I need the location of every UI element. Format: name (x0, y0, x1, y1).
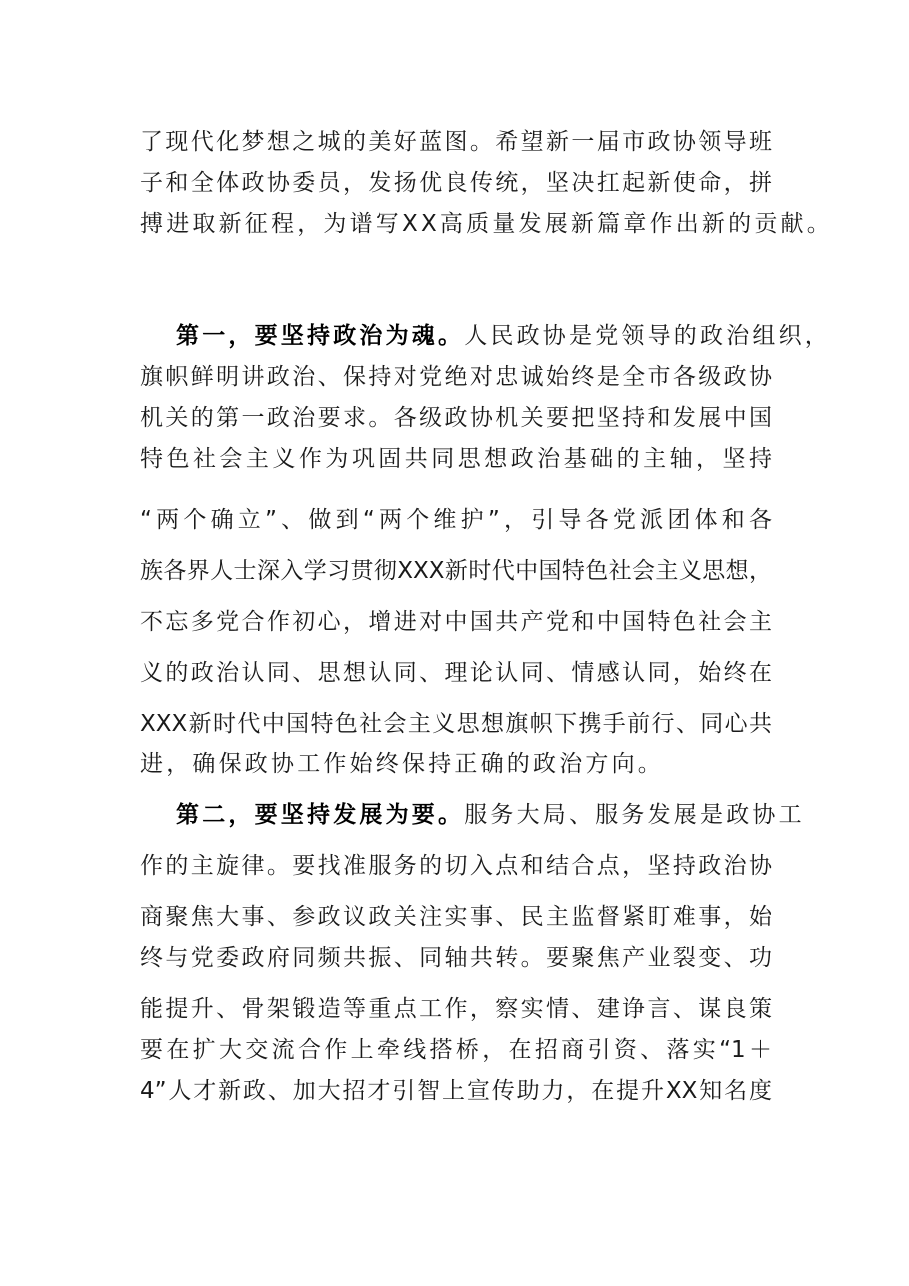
paragraph-line: 终与党委政府同频共振、同轴共转。要聚焦产业裂变、功 (140, 945, 772, 971)
paragraph-line: 搏进取新征程，为谱写XX高质量发展新篇章作出新的贡献。 (140, 211, 833, 237)
section-heading: 第一，要坚持政治为魂。 (176, 323, 465, 349)
paragraph-line: 族各界人士深入学习贯彻XXX新时代中国特色社会主义思想， (140, 558, 772, 584)
paragraph-line: 4”人才新政、加大招才引智上宣传助力，在提升XX知名度 (140, 1078, 772, 1104)
paragraph-line: 义的政治认同、思想认同、理论认同、情感认同，始终在 (140, 660, 772, 686)
paragraph-line: 商聚焦大事、参政议政关注实事、民主监督紧盯难事，始 (140, 904, 772, 930)
paragraph-line: 了现代化梦想之城的美好蓝图。希望新一届市政协领导班 (140, 129, 772, 155)
paragraph-line: 作的主旋律。要找准服务的切入点和结合点，坚持政治协 (140, 853, 772, 879)
paragraph-line: 要在扩大交流合作上牵线搭桥，在招商引资、落实“1＋ (140, 1037, 772, 1063)
paragraph-line: 能提升、骨架锻造等重点工作，察实情、建诤言、谋良策 (140, 996, 772, 1022)
paragraph-first-line (176, 795, 805, 835)
paragraph-line: 旗帜鲜明讲政治、保持对党绝对忠诚始终是全市各级政协 (140, 364, 772, 390)
paragraph-first-line (176, 316, 832, 356)
paragraph-line: 特色社会主义作为巩固共同思想政治基础的主轴，坚持 (140, 446, 772, 472)
paragraph-line: 子和全体政协委员，发扬优良传统，坚决扛起新使命，拼 (140, 170, 772, 196)
paragraph-line: 机关的第一政治要求。各级政协机关要把坚持和发展中国 (140, 405, 772, 431)
paragraph-line: 不忘多党合作初心，增进对中国共产党和中国特色社会主 (140, 609, 772, 635)
paragraph-text: 服务大局、服务发展是政协工 (464, 802, 805, 828)
paragraph-text: 人民政协是党领导的政治组织， (464, 323, 832, 349)
paragraph-line: XXX新时代中国特色社会主义思想旗帜下携手前行、同心共 (140, 711, 772, 737)
paragraph-line: 进，确保政协工作始终保持正确的政治方向。 (140, 751, 664, 777)
section-heading: 第二，要坚持发展为要。 (176, 802, 465, 828)
paragraph-line: “两个确立”、做到“两个维护”，引导各党派团体和各 (140, 507, 772, 533)
